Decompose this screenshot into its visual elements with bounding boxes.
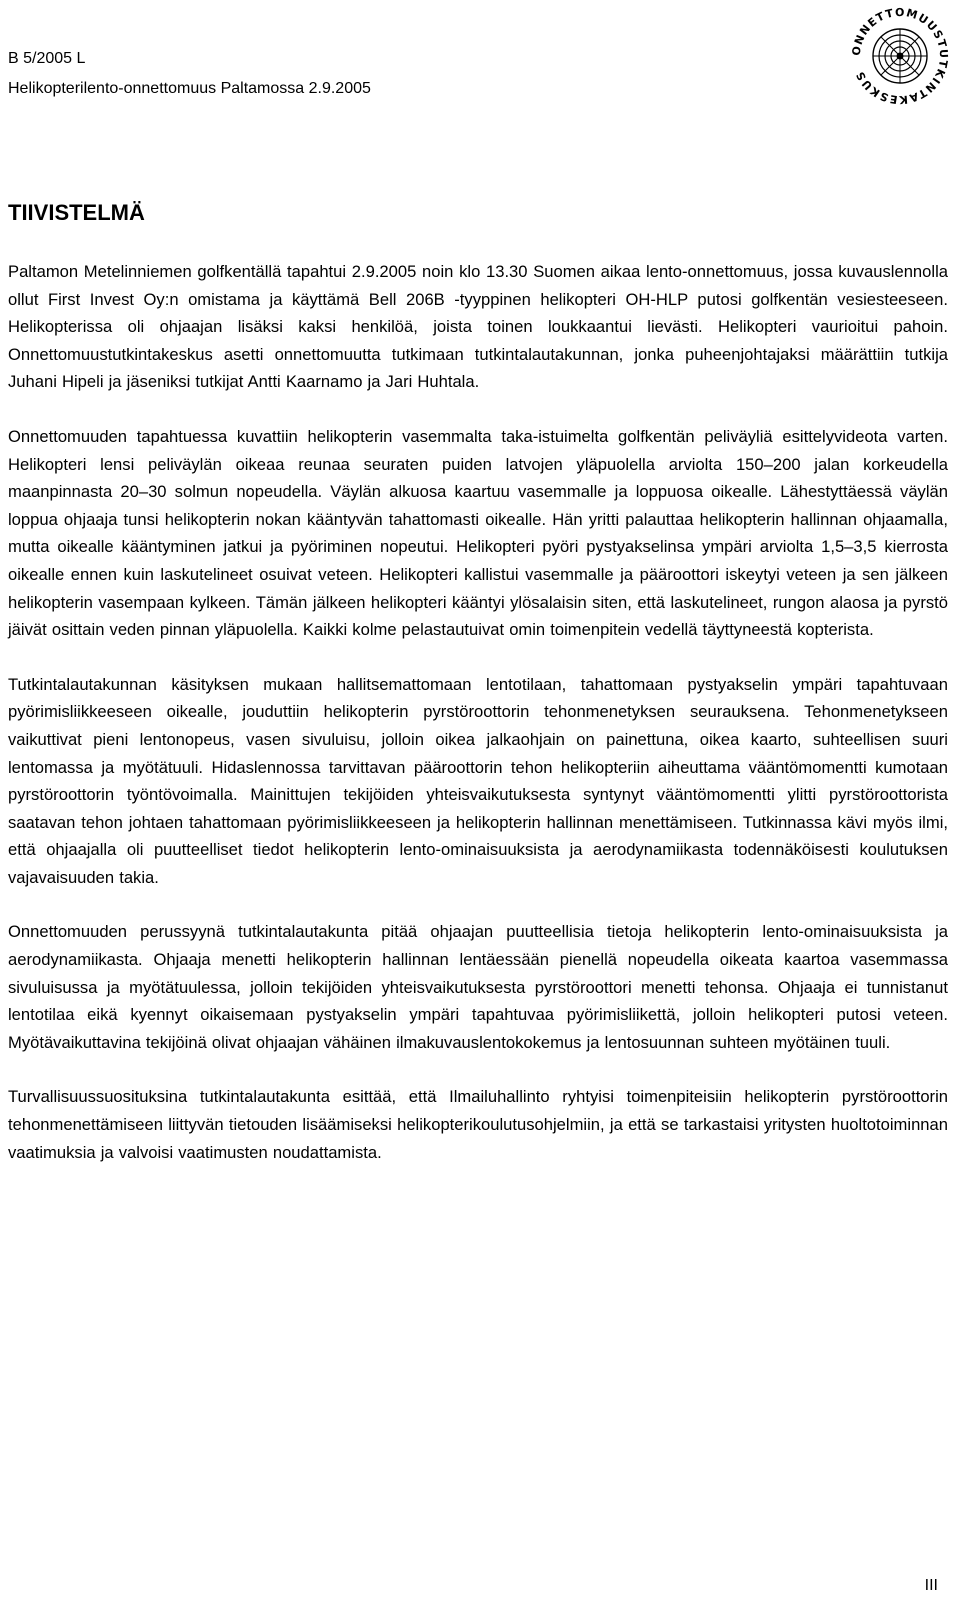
paragraph-event-sequence: Onnettomuuden tapahtuessa kuvattiin helikopterin vasemmalta taka-istuimelta golfkentän peliväyliä esittelyvideota varten. Helikopteri lensi peliväylän oikeaa reunaa seuraten puiden latvojen yläpuolella arviolta 150–200 jalan korkeudella maanpinnasta 20–30 solmun nopeudella. Väylän alkuosa kaartuu vasemmalle ja loppuosa oikealle. Lähestyttäessä väylän loppua ohjaaja tunsi helikopterin nokan kääntyvän tahattomasti oikealle. Hän yritti palauttaa helikopterin hallinnan ohjaamalla, mutta oikealle kääntyminen jatkui ja pyöriminen nopeutui. Helikopteri pyöri pystyakselinsa ympäri arviolta 1,5–3,5 kierrosta oikealle ennen kuin laskutelineet osuivat veteen. Helikopteri kallistui vasemmalle ja pääroottori iskeytyi veteen ja sen jälkeen helikopterin vasempaan kylkeen. Tämän jälkeen helikopteri kääntyi ylösalaisin siten, että laskutelineet, rungon alaosa ja pyrstö jäivät osittain veden pinnan yläpuolella. Kaikki kolme pelastautuivat omin toimenpitein vedellä täyttyneestä kopterista. [8, 426, 948, 640]
report-id: B 5/2005 L [8, 50, 86, 67]
onnettomuustutkintakeskus-logo [848, 4, 952, 108]
page-header [8, 44, 371, 104]
logo-text: ONNETTOMUUSTUTKINTAKESKUS [849, 5, 951, 107]
paragraph-safety-recommendations: Turvallisuussuosituksina tutkintalautakunta esittää, että Ilmailuhallinto ryhtyisi toimenpiteisiin helikopterin pyrstöroottorin tehonmenettämiseen liittyvän tietouden lisäämiseksi helikopterikoulutusohjelmiin, ja että se tarkastaisi yritysten huoltotoiminnan vaatimuksia ja valvoisi vaatimusten noudattamista. [8, 1087, 948, 1162]
paragraph-primary-cause: Onnettomuuden perussyynä tutkintalautakunta pitää ohjaajan puutteellisia tietoja helikopterin lento-ominaisuuksista ja aerodynamiikasta. Ohjaaja menetti helikopterin hallinnan lentäessään pienellä nopeudella oikeata kaartoa vasemmassa sivuluisussa ja myötätuulessa, jolloin tekijöiden yhteisvaikutuksesta pyrstöroottori menetti tehonsa. Ohjaaja ei tunnistanut lentotilaa eikä kyennyt oikaisemaan pystyakselin ympäri tapahtuvaa pyörimisliikettä, jolloin helikopteri putosi veteen. Myötävaikuttavina tekijöinä olivat ohjaajan vähäinen ilmakuvauslentokokemus ja lentosuunnan suhteen myötäinen tuuli. [8, 922, 948, 1052]
paragraph-accident-overview: Paltamon Metelinniemen golfkentällä tapahtui 2.9.2005 noin klo 13.30 Suomen aikaa lento-onnettomuus, jossa kuvauslennolla ollut First Invest Oy:n omistama ja käyttämä Bell 206B -tyyppinen helikopteri OH-HLP putosi golfkentän vesiesteeseen. Helikopterissa oli ohjaajan lisäksi kaksi henkilöä, joista toinen loukkaantui lievästi. Helikopteri vaurioitui pahoin. Onnettomuustutkintakeskus asetti onnettomuutta tutkimaan tutkintalautakunnan, jonka puheenjohtajaksi määrättiin tutkija Juhani Hipeli ja jäseniksi tutkijat Antti Kaarnamo ja Jari Huhtala. [8, 262, 948, 392]
summary-title: TIIVISTELMÄ [8, 200, 145, 225]
logo-emblem [873, 29, 927, 83]
summary-body [8, 258, 948, 1193]
report-subject: Helikopterilento-onnettomuus Paltamossa 2.9.2005 [8, 80, 371, 97]
paragraph-board-view: Tutkintalautakunnan käsityksen mukaan hallitsemattomaan lentotilaan, tahattomaan pystyakselin ympäri tapahtuvaan pyörimisliikkeeseen oikealle, jouduttiin helikopterin pyrstöroottorin tehonmenetyksen seurauksena. Tehonmenetykseen vaikuttivat pieni lentonopeus, vasen sivuluisu, jolloin oikea jalkaohjain on painettuna, oikea kaarto, suhteellisen suuri lentomassa ja myötätuuli. Hidaslennossa tarvittavan pääroottorin tehon helikopteriin aiheuttama vääntömomentti kumotaan pyrstöroottorin työntövoimalla. Mainittujen tekijöiden yhteisvaikutuksesta syntynyt vääntömomentti ylitti pyrstöroottorista saatavan tehon johtaen tahattomaan pyörimisliikkeeseen ja helikopterin hallinnan menettämiseen. Tutkinnassa kävi myös ilmi, että ohjaajalla oli puutteelliset tiedot helikopterin lento-ominaisuuksista ja aerodynamiikasta todennäköisesti koulutuksen vajavaisuuden takia. [8, 674, 948, 887]
page-number: III [924, 1577, 938, 1594]
